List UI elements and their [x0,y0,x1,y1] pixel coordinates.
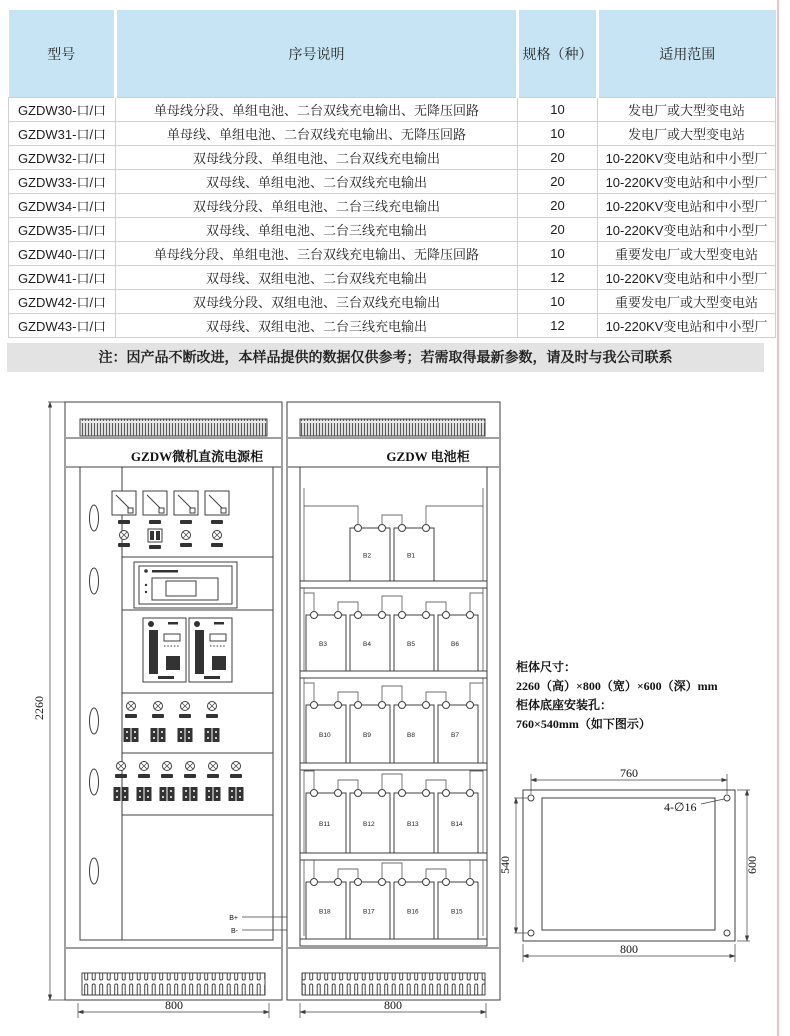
table-cell: GZDW30-口/口 [9,98,116,122]
table-cell: GZDW35-口/口 [9,218,116,242]
battery-cabinet-title: GZDW 电池柜 [386,449,470,464]
battery-cell [438,786,478,853]
table-cell: 重要发电厂或大型变电站 [598,242,776,266]
battery-cell [394,521,434,581]
note-bar: 注：因产品不断改进，本样品提供的数据仅供参考；若需取得最新参数，请及时与我公司联系 [7,343,764,372]
battery-label: B7 [451,732,459,739]
mounting-hole-icon [724,930,730,936]
battery-label: B13 [407,821,419,828]
table-cell: 10 [518,290,598,314]
mounting-hole-icon [528,795,534,801]
mounting-hole-icon [724,795,730,801]
counter-block-icon [148,529,162,549]
table-cell: 双母线分段、双组电池、三台双线充电输出 [116,290,518,314]
battery-cell [306,875,346,939]
table-cell: 双母线、单组电池、二台三线充电输出 [116,218,518,242]
battery-label: B8 [407,732,415,739]
base-plan-diagram [498,766,759,962]
battery-label: B5 [407,641,415,648]
battery-shelf [300,939,487,946]
table-cell: 10-220KV变电站和中小型厂 [598,314,776,338]
charger-module [143,618,186,682]
table-header-row [9,10,776,98]
col-header-description: 序号说明 [116,10,518,98]
col-header-spec: 规格（种） [518,10,598,98]
door-handle-icon [90,568,99,594]
bottom-vent-grille [302,973,485,995]
battery-cell [438,875,478,939]
top-vent-grille [80,419,267,436]
table-cell: GZDW40-口/口 [9,242,116,266]
table-row [9,98,776,122]
table-row [9,314,776,338]
battery-shelf [300,763,487,770]
page-accent-border [777,0,779,1036]
door-handle-icon [90,858,99,884]
table-cell: 10 [518,242,598,266]
battery-label: B15 [451,908,463,916]
technical-drawing [0,388,790,1036]
battery-cell [394,786,434,853]
table-cell: GZDW34-口/口 [9,194,116,218]
battery-cell [306,698,346,763]
table-row [9,290,776,314]
power-cabinet-title: GZDW微机直流电源柜 [130,449,264,464]
door-handle-icon [90,505,99,531]
table-row [9,266,776,290]
table-cell: 双母线、双组电池、二台三线充电输出 [116,314,518,338]
battery-label: B16 [407,908,419,916]
table-cell: GZDW43-口/口 [9,314,116,338]
battery-cell [394,608,434,671]
spec-line: 760×540mm（如下图示） [516,717,651,731]
battery-cell [306,608,346,671]
battery-label: B1 [407,552,415,560]
base-top-dimension-label: 760 [620,766,638,780]
battery-cabinet-drawing [287,402,500,1000]
table-cell: 双母线分段、单组电池、二台三线充电输出 [116,194,518,218]
table-cell: 重要发电厂或大型变电站 [598,290,776,314]
battery-shelf [300,853,487,860]
battery-label: B4 [363,641,371,648]
table-cell: 双母线分段、单组电池、二台双线充电输出 [116,146,518,170]
cabinet-spec-text [516,659,718,731]
battery-shelf [300,581,487,588]
table-row [9,122,776,146]
spec-line: 2260（高）×800（宽）×600（深）mm [516,679,718,693]
table-cell: 双母线、双组电池、二台双线充电输出 [116,266,518,290]
charger-module [189,618,232,682]
battery-cell [394,875,434,939]
table-row [9,194,776,218]
table-cell: 10 [518,122,598,146]
battery-cell [350,698,390,763]
battery-cell [350,875,390,939]
bottom-vent-grille [82,973,265,995]
table-cell: 10-220KV变电站和中小型厂 [598,170,776,194]
monitor-module [134,562,237,608]
battery-label: B9 [363,732,371,739]
table-cell: 20 [518,194,598,218]
mounting-hole-icon [528,930,534,936]
table-cell: GZDW42-口/口 [9,290,116,314]
spec-table [8,10,776,338]
base-right-dimension-label: 600 [745,856,759,874]
battery-positive-label: B+ [229,915,238,922]
col-header-model: 型号 [9,10,116,98]
table-cell: 发电厂或大型变电站 [598,98,776,122]
battery-label: B3 [319,641,327,648]
battery-label: B14 [451,821,463,828]
table-cell: GZDW33-口/口 [9,170,116,194]
table-cell: 10-220KV变电站和中小型厂 [598,194,776,218]
battery-label: B18 [319,908,331,916]
battery-cell [394,698,434,763]
table-row [9,170,776,194]
table-cell: 10-220KV变电站和中小型厂 [598,146,776,170]
table-cell: GZDW32-口/口 [9,146,116,170]
battery-label: B12 [363,821,375,828]
table-cell: 20 [518,218,598,242]
table-cell: 12 [518,314,598,338]
spec-line: 柜体尺寸： [516,660,577,674]
battery-shelf [300,671,487,678]
table-cell: 发电厂或大型变电站 [598,122,776,146]
battery-cabinet-width-label: 800 [384,998,402,1012]
door-handle-icon [90,769,99,795]
table-row [9,146,776,170]
table-row [9,242,776,266]
battery-label: B6 [451,641,459,648]
table-cell: 10-220KV变电站和中小型厂 [598,266,776,290]
battery-label: B17 [363,908,375,916]
table-cell: 单母线、单组电池、二台双线充电输出、无降压回路 [116,122,518,146]
hole-spec-label: 4-∅16 [664,800,697,814]
table-cell: 10 [518,98,598,122]
base-bottom-dimension-label: 800 [620,942,638,956]
battery-cell [438,608,478,671]
table-cell: 单母线分段、单组电池、三台双线充电输出、无降压回路 [116,242,518,266]
table-cell: 单母线分段、单组电池、二台双线充电输出、无降压回路 [116,98,518,122]
table-cell: GZDW41-口/口 [9,266,116,290]
battery-cell [350,521,390,581]
table-row [9,218,776,242]
power-cabinet-width-label: 800 [165,998,183,1012]
table-cell: 20 [518,170,598,194]
table-cell: 12 [518,266,598,290]
spec-line: 柜体底座安装孔： [516,698,613,712]
table-cell: 20 [518,146,598,170]
battery-cell [306,786,346,853]
table-cell: GZDW31-口/口 [9,122,116,146]
battery-cell [350,786,390,853]
table-cell: 双母线、单组电池、二台双线充电输出 [116,170,518,194]
table-cell: 10-220KV变电站和中小型厂 [598,218,776,242]
height-dimension-label: 2260 [32,696,46,720]
base-left-dimension-label: 540 [498,856,512,874]
battery-label: B2 [363,552,371,560]
col-header-range: 适用范围 [598,10,776,98]
top-vent-grille [300,419,485,436]
battery-label: B10 [319,732,331,739]
power-cabinet-drawing [65,402,310,1000]
battery-cell [350,608,390,671]
battery-label: B11 [319,821,331,828]
battery-cell [438,698,478,763]
battery-negative-label: B- [231,928,238,935]
door-handle-icon [90,708,99,734]
